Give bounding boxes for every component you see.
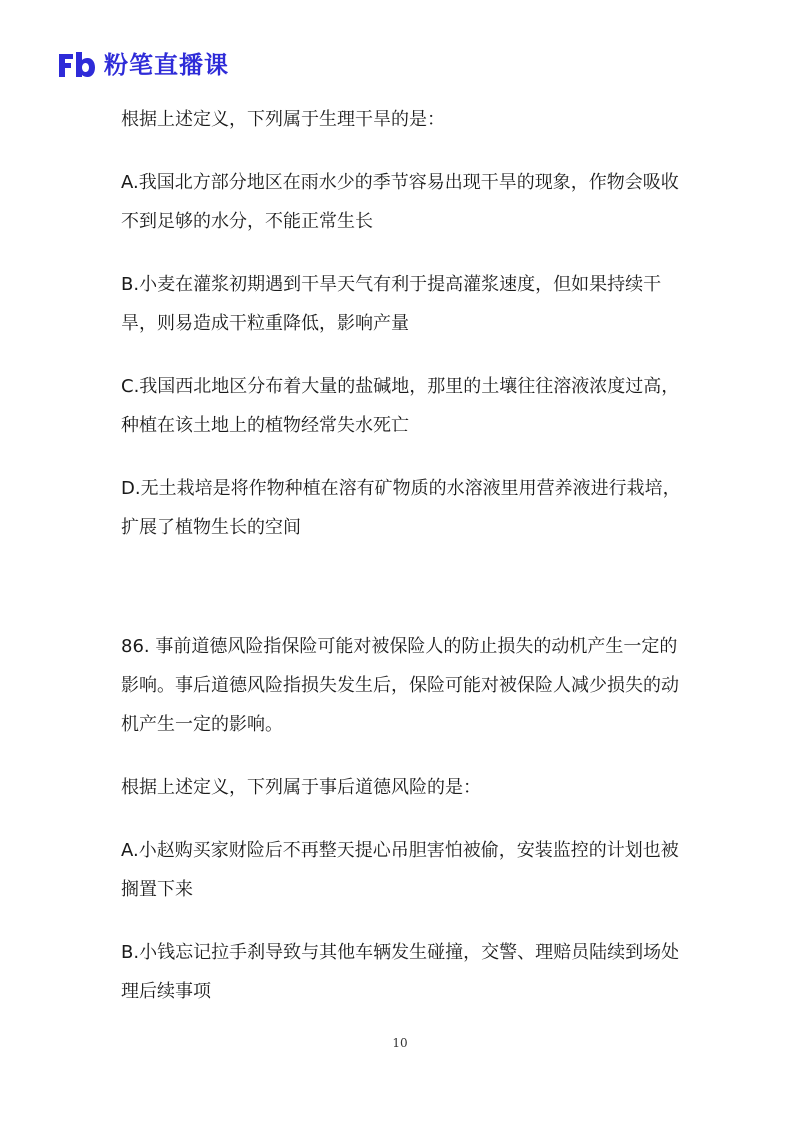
document-body [121,100,693,1011]
question-85-option-a: A.我国北方部分地区在雨水少的季节容易出现干旱的现象，作物会吸收不到足够的水分，不能正常生长 [121,172,679,232]
question-85-option-d: D.无土栽培是将作物种植在溶有矿物质的水溶液里用营养液进行栽培，扩展了植物生长的空间 [121,478,681,538]
question-85-option-c: C.我国西北地区分布着大量的盐碱地，那里的土壤往往溶液浓度过高，种植在该土地上的植物经常失水死亡 [121,376,680,436]
question-86-option-a: A.小赵购买家财险后不再整天提心吊胆害怕被偷，安装监控的计划也被搁置下来 [121,840,679,900]
page-number: 10 [392,1036,408,1050]
fenbi-fb-logo-icon [56,50,96,80]
brand-logo [56,48,229,82]
question-86-option-b: B.小钱忘记拉手刹导致与其他车辆发生碰撞，交警、理赔员陆续到场处理后续事项 [121,942,680,1002]
question-86-prompt: 根据上述定义，下列属于事后道德风险的是： [121,777,481,798]
question-85-option-b: B.小麦在灌浆初期遇到干旱天气有利于提高灌浆速度，但如果持续干旱，则易造成干粒重降低，影响产量 [121,274,662,334]
question-86-stem: 86. 事前道德风险指保险可能对被保险人的防止损失的动机产生一定的影响。事后道德风险指损失发生后，保险可能对被保险人减少损失的动机产生一定的影响。 [121,636,679,735]
question-85-prompt: 根据上述定义，下列属于生理干旱的是： [121,109,445,130]
brand-name: 粉笔直播课 [104,51,229,79]
